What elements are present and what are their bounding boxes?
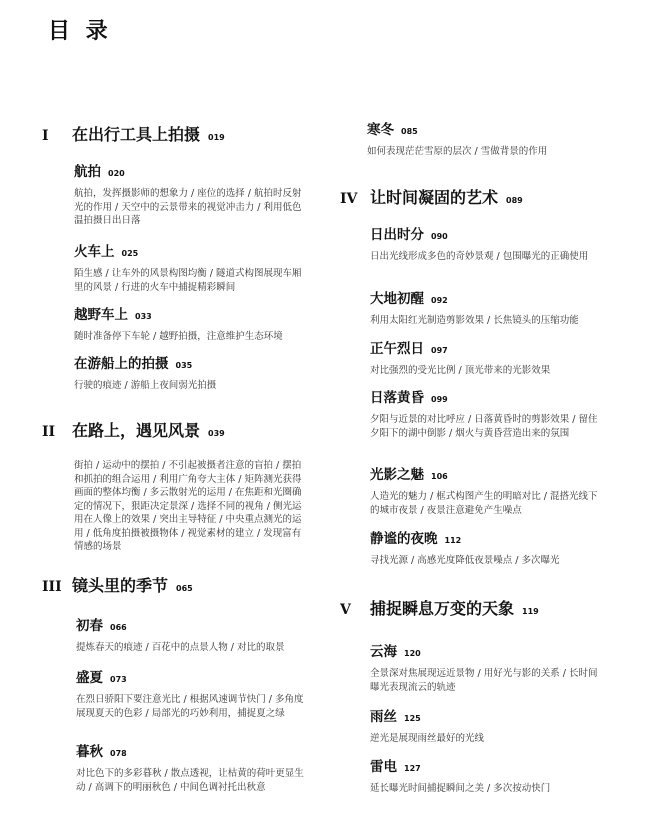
chapter-title: 让时间凝固的艺术 [370, 188, 499, 207]
toc-entry[interactable] [370, 463, 602, 517]
toc-entry[interactable] [370, 337, 602, 378]
entry-page: 073 [110, 675, 127, 684]
toc-entry[interactable] [74, 240, 309, 294]
entry-description: 全景深对焦展现远近景物 / 用好光与影的关系 / 长时间曝光表现流云的轨迹 [370, 668, 598, 693]
toc-entry[interactable] [76, 666, 311, 720]
chapter-title: 在路上，遇见风景 [72, 421, 201, 440]
chapter-number: II [42, 424, 56, 440]
entry-title: 火车上 [74, 244, 115, 260]
entry-description: 寻找光源 / 高感光度降低夜景噪点 / 多次曝光 [370, 555, 560, 566]
entry-description: 利用太阳红光制造剪影效果 / 长焦镜头的压缩功能 [370, 315, 579, 326]
chapter-description: 街拍 / 运动中的摆拍 / 不引起被摄者注意的盲拍 / 摆拍和抓拍的组合运用 / 利用广角夸大主体 / 矩阵测光获得画面的整体均衡 / 多云散射光的运用 / 在焦距和光圈确定的情况下，狠距决定景深 / 选择不同的视角 / 侧光运用在人像上的效果 / 突出主导特征 / 中央重点测光的运用 / 低角度拍摄被摄物体 / 视觉素材的建立 / 发现富有情感的场景 [74, 460, 302, 552]
entry-title: 日落黄昏 [370, 390, 424, 406]
chapter-page: 065 [176, 584, 193, 593]
entry-page: 125 [404, 714, 421, 723]
page-title: 目 录 [48, 19, 112, 44]
chapter-title: 镜头里的季节 [72, 576, 169, 595]
entry-description: 随时准备停下车轮 / 越野拍摄，注意维护生态环境 [74, 331, 283, 342]
chapter-heading[interactable] [340, 596, 539, 619]
chapter-page: 119 [522, 607, 539, 616]
chapter-number: I [42, 128, 49, 144]
entry-title: 越野车上 [74, 307, 128, 323]
entry-title: 初春 [76, 618, 103, 634]
entry-page: 099 [431, 395, 448, 404]
toc-entry[interactable] [74, 303, 309, 344]
toc-entry[interactable] [76, 740, 311, 794]
entry-description: 陌生感 / 让车外的风景构图均衡 / 隧道式构图展现车厢里的风景 / 行进的火车中捕捉精彩瞬间 [74, 268, 302, 293]
entry-page: 097 [431, 346, 448, 355]
entry-description: 在烈日骄阳下要注意光比 / 根据风速调节快门 / 多角度展现夏天的色彩 / 局部光的巧妙利用，捕捉夏之绿 [76, 694, 304, 719]
entry-title: 日出时分 [370, 227, 424, 243]
chapter-heading[interactable] [340, 185, 523, 208]
chapter-title: 捕捉瞬息万变的天象 [370, 599, 515, 618]
toc-entry[interactable] [370, 640, 602, 694]
entry-title: 暮秋 [76, 744, 103, 760]
toc-entry[interactable] [76, 614, 311, 655]
chapter-number: V [340, 602, 351, 618]
entry-description: 对比强烈的受光比例 / 顶光带来的光影效果 [370, 365, 551, 376]
toc-entry[interactable] [370, 386, 602, 440]
entry-page: 120 [404, 649, 421, 658]
entry-page: 092 [431, 296, 448, 305]
toc-entry[interactable] [367, 118, 602, 159]
entry-description: 人造光的魅力 / 框式构图产生的明暗对比 / 混搭光线下的城市夜景 / 夜景注意避免产生噪点 [370, 491, 598, 516]
entry-description: 如何表现茫茫雪原的层次 / 雪做背景的作用 [367, 146, 548, 157]
chapter-number: III [42, 579, 62, 595]
entry-page: 035 [175, 361, 193, 370]
entry-title: 寒冬 [367, 122, 394, 138]
entry-description: 夕阳与近景的对比呼应 / 日落黄昏时的剪影效果 / 留住夕阳下的湖中倒影 / 烟火与黄昏营造出来的氛围 [370, 414, 598, 439]
entry-title: 盛夏 [76, 670, 103, 686]
chapter-description-block [74, 452, 309, 554]
chapter-number: IV [340, 191, 358, 207]
toc-entry[interactable] [74, 160, 309, 228]
chapter-heading[interactable] [42, 418, 225, 441]
entry-page: 078 [110, 749, 127, 758]
toc-entry[interactable] [370, 223, 602, 264]
entry-page: 112 [444, 536, 462, 545]
entry-page: 020 [108, 169, 125, 178]
entry-title: 光影之魅 [370, 467, 424, 483]
entry-title: 雨丝 [370, 709, 397, 725]
entry-description: 延长曝光时间捕捉瞬间之美 / 多次按动快门 [370, 783, 551, 794]
entry-title: 航拍 [74, 164, 101, 180]
entry-description: 对比色下的多彩暮秋 / 散点透视，让枯黄的荷叶更显生动 / 高调下的明丽秋色 / 中间色调衬托出秋意 [76, 768, 304, 793]
chapter-title: 在出行工具上拍摄 [72, 125, 201, 144]
chapter-page: 039 [208, 429, 225, 438]
entry-description: 提炼春天的痕迹 / 百花中的点景人物 / 对比的取景 [76, 642, 285, 653]
entry-description: 行驶的痕迹 / 游船上夜间弱光拍摄 [74, 380, 217, 391]
chapter-heading[interactable] [42, 573, 193, 596]
toc-entry[interactable] [370, 287, 602, 328]
entry-page: 106 [431, 472, 448, 481]
chapter-heading[interactable] [42, 122, 225, 145]
entry-page: 033 [135, 312, 152, 321]
entry-description: 日出光线形成多色的奇妙景观 / 包围曝光的正确使用 [370, 251, 589, 262]
chapter-page: 089 [506, 196, 523, 205]
entry-title: 静谧的夜晚 [370, 531, 438, 547]
entry-title: 在游船上的拍摄 [74, 356, 169, 372]
toc-entry[interactable] [74, 352, 309, 393]
entry-page: 090 [431, 232, 448, 241]
toc-entry[interactable] [370, 527, 602, 568]
entry-description: 航拍，发挥摄影师的想象力 / 座位的选择 / 航拍时反射光的作用 / 天空中的云景带来的视觉冲击力 / 利用低色温拍摄日出日落 [74, 188, 302, 226]
toc-entry[interactable] [370, 755, 602, 796]
toc-entry[interactable] [370, 705, 602, 746]
entry-page: 025 [121, 249, 139, 258]
entry-description: 逆光是展现雨丝最好的光线 [370, 733, 485, 744]
entry-page: 085 [401, 127, 418, 136]
entry-page: 066 [110, 623, 127, 632]
entry-title: 云海 [370, 644, 397, 660]
entry-title: 大地初醒 [370, 291, 424, 307]
chapter-page: 019 [208, 133, 225, 142]
entry-title: 正午烈日 [370, 341, 424, 357]
entry-title: 雷电 [370, 759, 397, 775]
entry-page: 127 [404, 764, 421, 773]
